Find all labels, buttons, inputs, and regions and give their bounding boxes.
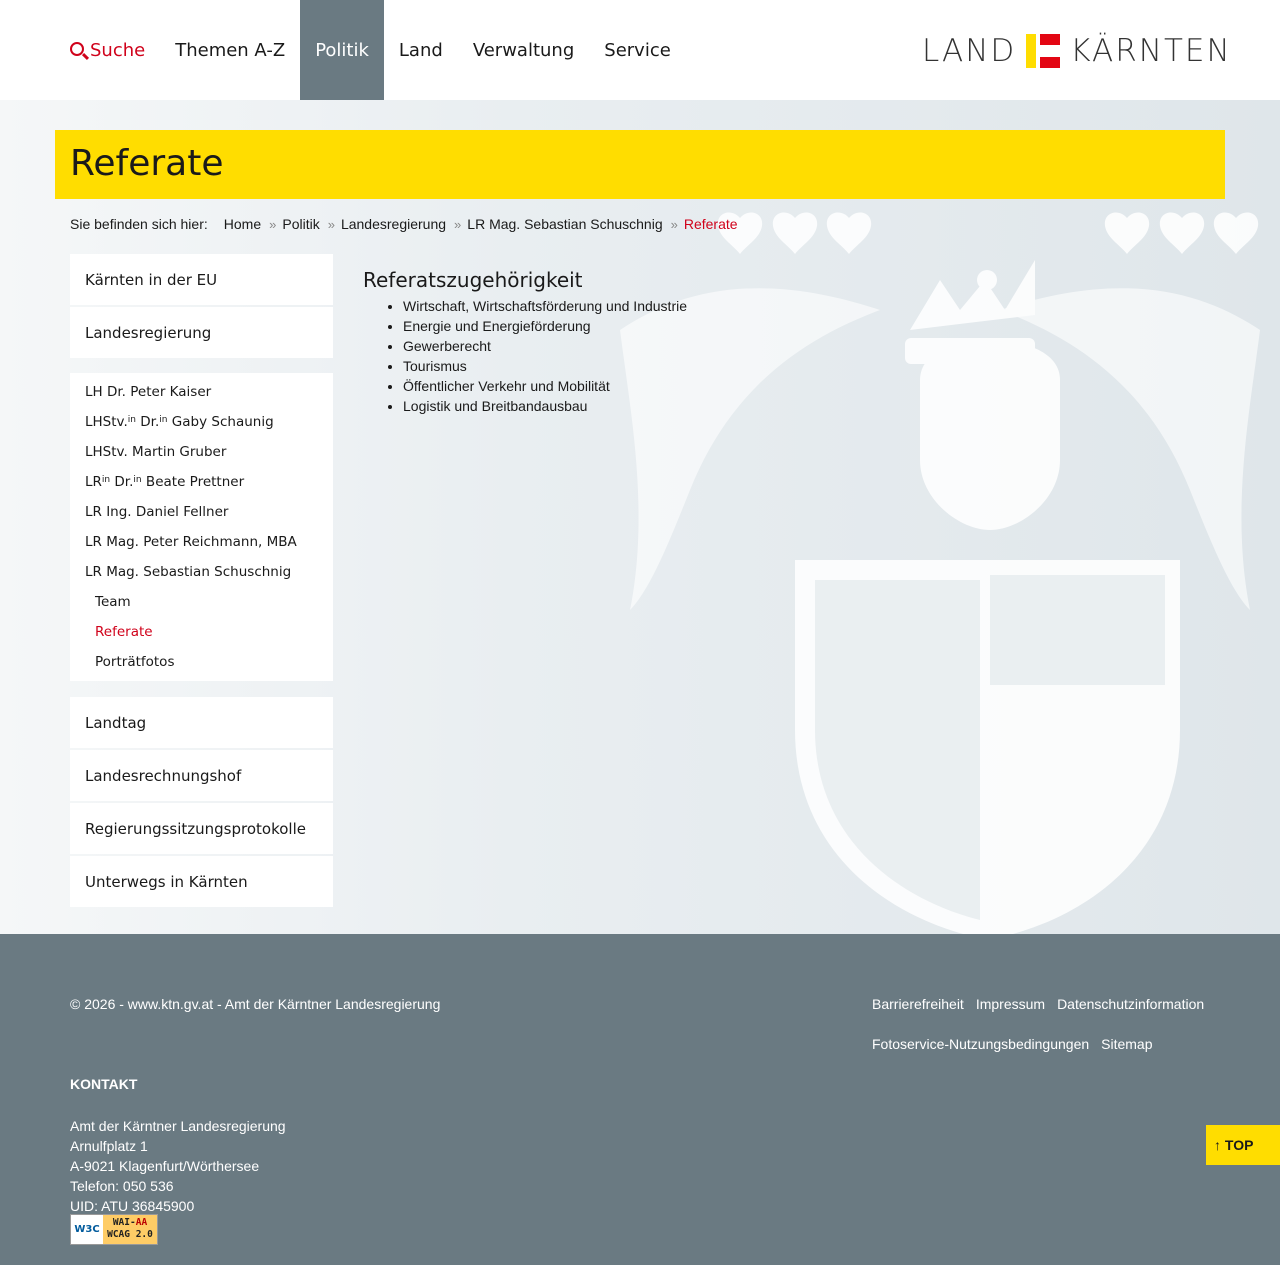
breadcrumb-home[interactable]: Home [223, 216, 262, 232]
label-part: LHStv. [85, 414, 128, 430]
label-part: Dr. [136, 414, 160, 430]
footer-link-fotoservice[interactable]: Fotoservice-Nutzungsbedingungen [872, 1036, 1090, 1052]
site-logo[interactable] [922, 33, 1232, 69]
sidebar-item-protokolle[interactable]: Regierungssitzungsprotokolle [70, 803, 333, 854]
label-sup: in [101, 475, 111, 485]
list-item: • Logistik und Breitbandausbau [403, 396, 687, 416]
sidebar-item-reichmann[interactable]: LR Mag. Peter Reichmann, MBA [85, 534, 297, 550]
wai-aa-label [103, 1215, 157, 1244]
label-sup: in [127, 415, 136, 425]
sidebar-item-portraetfotos[interactable]: Porträtfotos [95, 654, 175, 670]
sidebar-item-eu[interactable]: Kärnten in der EU [70, 254, 333, 305]
flag-icon [1026, 34, 1060, 68]
chevron-right-icon: » [670, 216, 678, 232]
kontakt-heading: KONTAKT [70, 1076, 138, 1092]
label-sup: in [159, 415, 168, 425]
sidebar-item-gruber[interactable]: LHStv. Martin Gruber [85, 444, 227, 460]
aa-text: AA [135, 1217, 148, 1228]
nav-service[interactable]: Service [604, 39, 671, 61]
w3c-logo: W3C [71, 1215, 103, 1244]
nav-verwaltung[interactable]: Verwaltung [472, 39, 575, 61]
sidebar-submenu [70, 373, 333, 681]
sidebar-item-landtag[interactable]: Landtag [70, 697, 333, 748]
kontakt-line: Amt der Kärntner Landesregierung [70, 1118, 286, 1134]
breadcrumb [70, 216, 738, 232]
chevron-right-icon: » [454, 216, 462, 232]
footer-link-datenschutz[interactable]: Datenschutzinformation [1057, 996, 1205, 1012]
breadcrumb-landesregierung[interactable]: Landesregierung [340, 216, 447, 232]
sidebar-item-unterwegs[interactable]: Unterwegs in Kärnten [70, 856, 333, 907]
footer-link-sitemap[interactable]: Sitemap [1101, 1036, 1153, 1052]
logo-text-left: LAND [922, 33, 1017, 69]
label-part: LR [85, 474, 102, 490]
main-content [363, 268, 687, 416]
coat-of-arms-watermark [600, 210, 1280, 934]
kontakt-line: A-9021 Klagenfurt/Wörthersee [70, 1158, 260, 1174]
footer-links [872, 996, 1232, 1076]
back-to-top-button[interactable]: ↑ TOP [1206, 1125, 1280, 1165]
footer-link-barrierefreiheit[interactable]: Barrierefreiheit [872, 996, 964, 1012]
nav-land[interactable]: Land [398, 39, 443, 61]
wai-text: WAI- [112, 1217, 136, 1228]
list-item: • Tourismus [403, 356, 687, 376]
referate-list [403, 296, 687, 416]
sidebar-item-landesrechnungshof[interactable]: Landesrechnungshof [70, 750, 333, 801]
page-title-bar [55, 130, 1225, 199]
nav-politik[interactable]: Politik [300, 0, 384, 100]
page-title: Referate [70, 143, 224, 184]
breadcrumb-politik[interactable]: Politik [282, 216, 320, 232]
sidebar-nav [70, 254, 333, 909]
main-nav [55, 0, 686, 100]
kontakt-line: Telefon: 050 536 [70, 1178, 174, 1194]
sidebar-item-prettner[interactable] [70, 467, 333, 497]
footer-link-impressum[interactable]: Impressum [975, 996, 1046, 1012]
kontakt-address [70, 1116, 286, 1216]
breadcrumb-label: Sie befinden sich hier: [70, 216, 208, 232]
chevron-right-icon: » [269, 216, 277, 232]
content-area [0, 100, 1280, 934]
label-sup: in [133, 475, 142, 485]
search-icon [70, 42, 84, 56]
wcag-badge[interactable] [70, 1214, 158, 1245]
nav-search-label: Suche [90, 39, 146, 61]
nav-themen[interactable]: Themen A-Z [175, 39, 286, 61]
list-item: • Wirtschaft, Wirtschaftsförderung und Industrie [403, 296, 687, 316]
breadcrumb-current: Referate [683, 216, 738, 232]
sidebar-item-schuschnig[interactable]: LR Mag. Sebastian Schuschnig [85, 564, 292, 580]
sidebar-item-referate[interactable]: Referate [95, 624, 153, 640]
list-item: • Öffentlicher Verkehr und Mobilität [403, 376, 687, 396]
sidebar-item-kaiser[interactable]: LH Dr. Peter Kaiser [85, 384, 212, 400]
site-header [0, 0, 1280, 100]
list-item: • Gewerberecht [403, 336, 687, 356]
nav-search[interactable] [55, 0, 160, 100]
list-item: • Energie und Energieförderung [403, 316, 687, 336]
label-part: Beate Prettner [141, 474, 245, 490]
label-part: Dr. [110, 474, 134, 490]
breadcrumb-schuschnig[interactable]: LR Mag. Sebastian Schuschnig [467, 216, 663, 232]
logo-text-right: KÄRNTEN [1070, 33, 1232, 69]
sidebar-item-team[interactable]: Team [95, 594, 131, 610]
wcag-text: WCAG 2.0 [107, 1229, 153, 1240]
site-footer [0, 934, 1280, 1265]
section-heading: Referatszugehörigkeit [363, 268, 583, 292]
sidebar-item-fellner[interactable]: LR Ing. Daniel Fellner [85, 504, 229, 520]
chevron-right-icon: » [327, 216, 335, 232]
copyright: © 2026 - www.ktn.gv.at - Amt der Kärntner Landesregierung [70, 996, 441, 1012]
kontakt-line: UID: ATU 36845900 [70, 1198, 195, 1214]
sidebar-item-schaunig[interactable] [70, 407, 333, 437]
label-part: Gaby Schaunig [167, 414, 274, 430]
sidebar-item-landesregierung[interactable]: Landesregierung [70, 307, 333, 358]
kontakt-line: Arnulfplatz 1 [70, 1138, 148, 1154]
